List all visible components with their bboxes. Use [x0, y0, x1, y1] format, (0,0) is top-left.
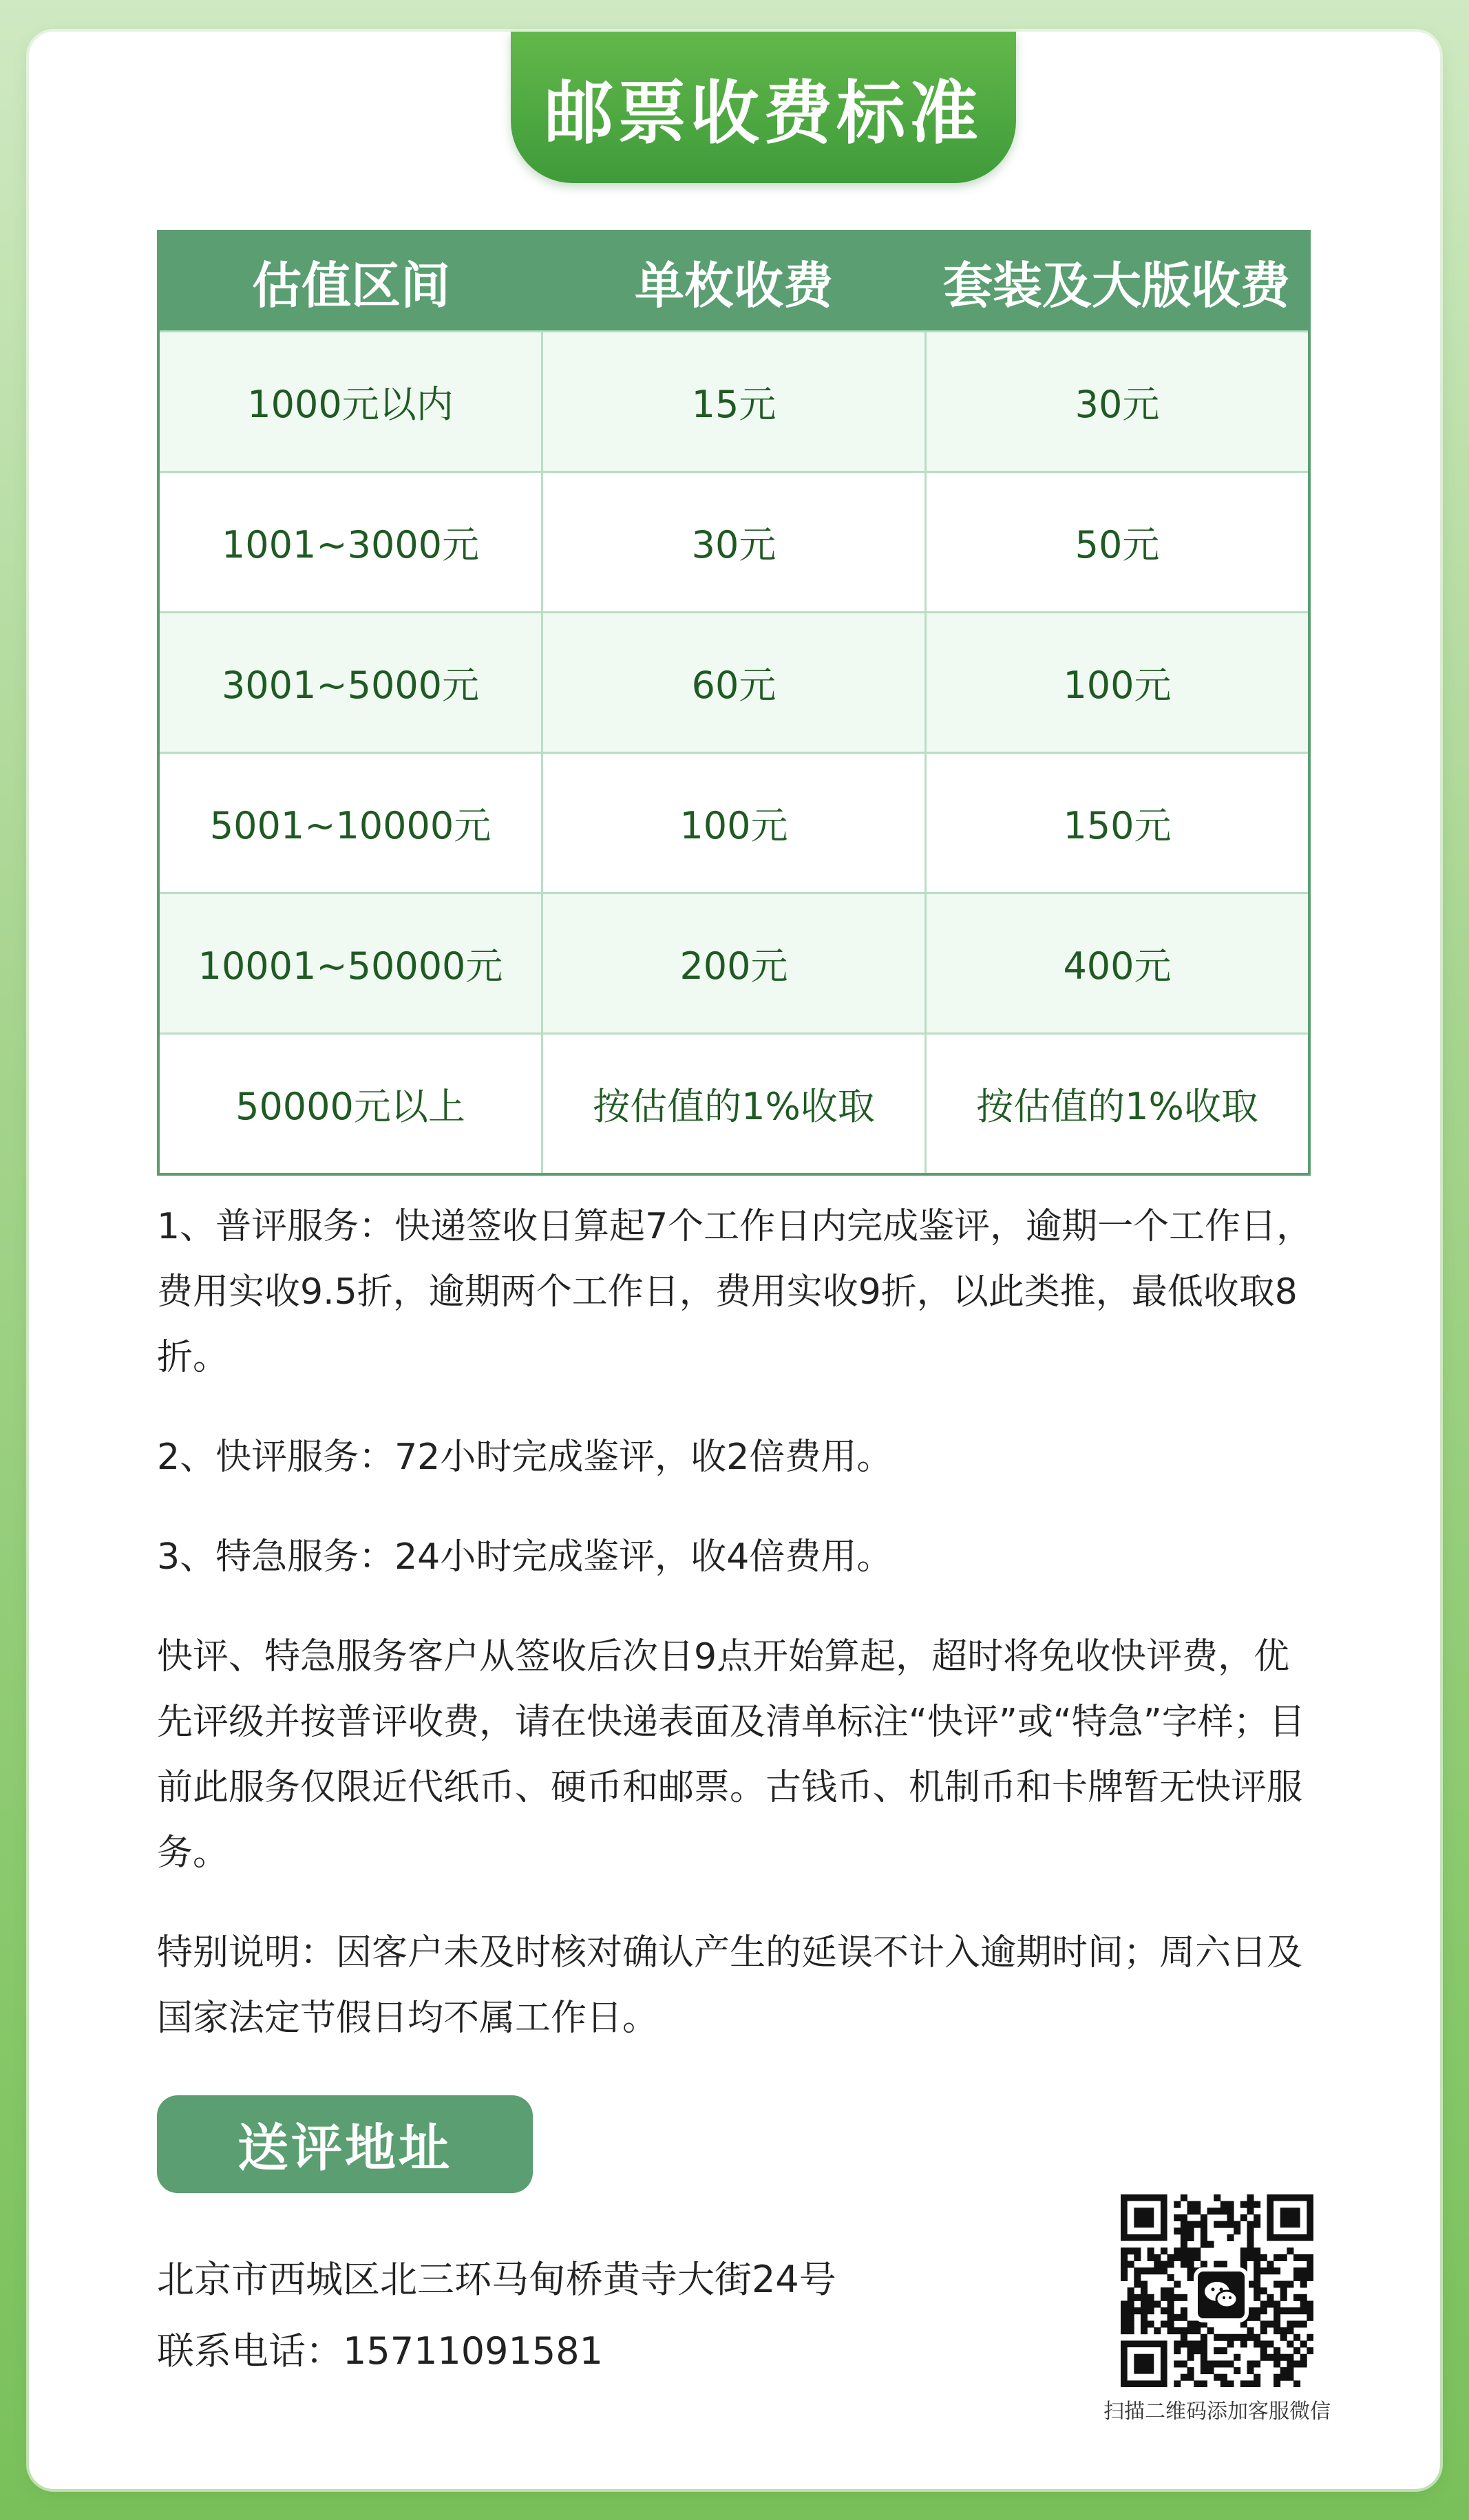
table-cell: 10001~50000元: [198, 944, 503, 988]
table-cell: 1000元以内: [247, 383, 454, 426]
title-banner: [511, 32, 1016, 183]
table-cell: 100元: [924, 613, 1308, 752]
note-paragraph: 特别说明：因客户未及时核对确认产生的延误不计入逾期时间；周六日及国家法定节假日均不属工作日。: [157, 1932, 1303, 2039]
table-cell: 50000元以上: [235, 1085, 465, 1128]
table-cell: 200元: [541, 894, 924, 1033]
phone-text: 联系电话：15711091581: [157, 2329, 603, 2373]
table-cell: 50元: [924, 473, 1308, 611]
table-cell: 400元: [924, 894, 1308, 1033]
qr-code[interactable]: [1121, 2194, 1313, 2387]
table-cell: 60元: [541, 613, 924, 752]
table-header: [160, 233, 1308, 330]
table-row: [160, 1033, 1308, 1173]
notes-section: [157, 1194, 1313, 2086]
note-paragraph: 2、快评服务：72小时完成鉴评，收2倍费用。: [157, 1437, 893, 1478]
fee-table: [157, 230, 1311, 1176]
column-header: 估值区间: [251, 257, 450, 315]
table-cell: 5001~10000元: [209, 804, 492, 847]
table-cell: 30元: [541, 473, 924, 611]
note-paragraph: 3、特急服务：24小时完成鉴评，收4倍费用。: [157, 1536, 893, 1578]
address-text: 北京市西城区北三环马甸桥黄寺大街24号: [157, 2258, 836, 2301]
column-header: 套装及大版收费: [942, 257, 1290, 315]
table-cell: 15元: [541, 332, 924, 471]
note-paragraph: 快评、特急服务客户从签收后次日9点开始算起，超时将免收快评费，优先评级并按普评收费，请在快递表面及清单标注“快评”或“特急”字样；目前此服务仅限近代纸币、硬币和邮票。古钱币、机制币和卡牌暂无快评服务。: [157, 1636, 1305, 1874]
table-cell: 按估值的1%收取: [541, 1035, 924, 1173]
table-row: [160, 892, 1308, 1033]
table-row: [160, 611, 1308, 752]
table-cell: 按估值的1%收取: [924, 1035, 1308, 1173]
note-paragraph: 1、普评服务：快递签收日算起7个工作日内完成鉴评，逾期一个工作日，费用实收9.5折，逾期两个工作日，费用实收9折，以此类推，最低收取8折。: [157, 1206, 1313, 1378]
address-badge: 送评地址: [157, 2095, 533, 2193]
table-row: [160, 752, 1308, 892]
table-cell: 1001~3000元: [221, 523, 480, 567]
table-row: [160, 471, 1308, 611]
address-block: [157, 2244, 836, 2387]
page-title: 邮票收费标准: [545, 73, 982, 153]
qr-caption: 扫描二维码添加客服微信: [1103, 2400, 1331, 2424]
table-cell: 30元: [924, 332, 1308, 471]
wechat-icon: [1194, 2267, 1249, 2322]
table-body: [160, 330, 1308, 1173]
table-cell: 100元: [541, 754, 924, 892]
table-cell: 3001~5000元: [221, 664, 480, 707]
column-header: 单枚收费: [634, 257, 833, 315]
table-cell: 150元: [924, 754, 1308, 892]
table-row: [160, 330, 1308, 471]
